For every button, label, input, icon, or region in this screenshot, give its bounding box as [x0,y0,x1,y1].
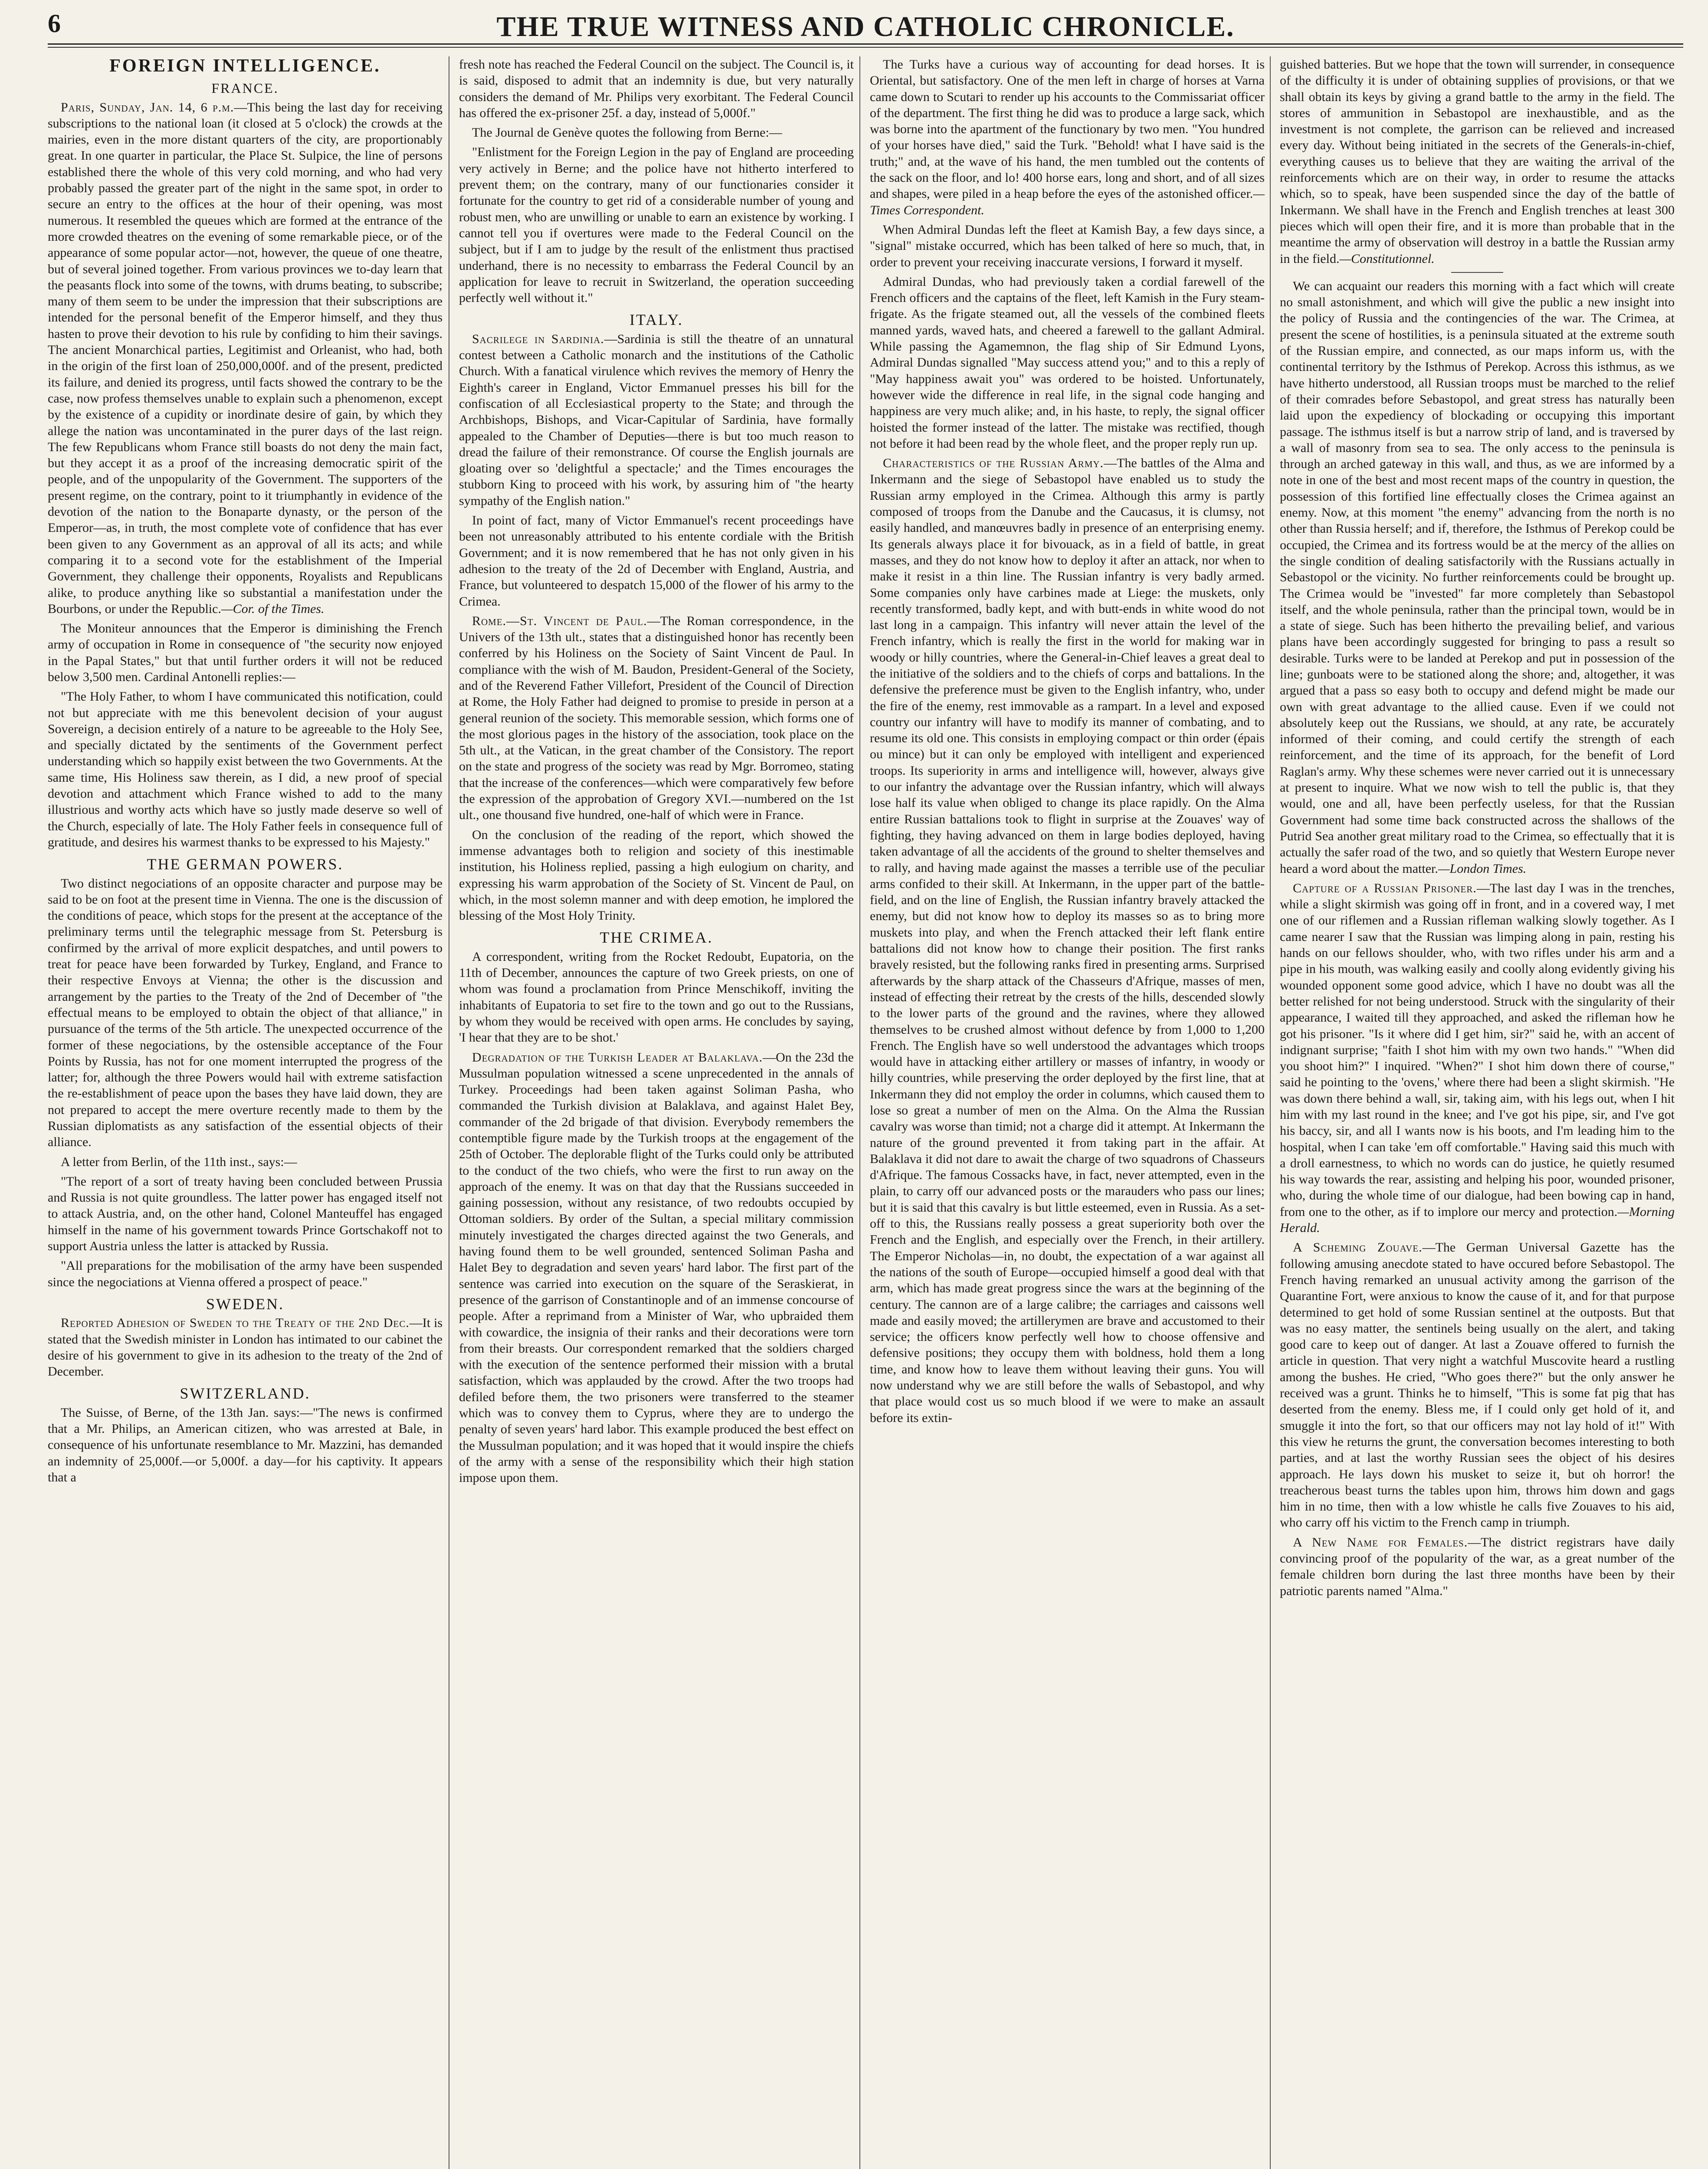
article-lead: A New Name for Females. [1293,1535,1468,1550]
article-paragraph [459,1049,854,1486]
article-text: The Turks have a curious way of accounting for dead horses. It is Oriental, but satisfactory. One of the men left in charge of horses at Varna came down to Scutari to render up his accounts to the Commissariat officer of the department. The first thing he did was to produce a large sack, which was borne into the apartment of the functionary by two men. "You hundred of your horses have died," said the Turk. "Behold! what I have said is the truth;" and, at the wave of his hand, the men tumbled out the contents of the sack on the floor, and lo! 400 horse ears, long and short, and of all sizes and shapes, were piled in a heap before the eyes of the astonished officer. [870,57,1265,201]
article-source: —Cor. of the Times. [221,601,325,616]
article-paragraph: fresh note has reached the Federal Council on the subject. The Council is, it is said, disposed to admit that an indemnity is due, but very naturally considers the demand of Mr. Philips very exorbitant. The Federal Council has offered the ex-prisoner 25f. a day, instead of 5,000f." [459,57,854,120]
article-paragraph: On the conclusion of the reading of the report, which showed the immense advantages both to religion and society of this inestimable institution, his Holiness replied, passing a high eulogium on charity, and expressing his warm approbation of the Society of St. Vincent de Paul, on which, in the most solemn manner and with deep emotion, he implored the blessing of the Most Holy Trinity. [459,827,854,923]
article-paragraph: Admiral Dundas, who had previously taken a cordial farewell of the French officers and the captains of the fleet, left Kamish in the Fury steam-frigate. As the frigate steamed out, all the vessels of the combined fleets manned yards, waved hats, and cheered a farewell to the gallant Admiral. While passing the Agamemnon, the flag ship of Sir Edmund Lyons, Admiral Dundas signalled "May success attend you;" and to this a reply of "May happiness await you" was ordered to be hoisted. Unfortunately, however wide the difference in real life, in the signal code hanging and happiness are very much alike; and, in his haste, to reply, the signal officer hoisted the former instead of the latter. The mistake was rectified, though not before it had been read by the whole fleet, and the proper reply run up. [870,274,1265,451]
column-2 [459,56,854,2169]
article-paragraph [48,1315,443,1379]
article-paragraph [48,99,443,617]
article-lead: A Scheming Zouave. [1293,1240,1423,1255]
subheading-switzerland: SWITZERLAND. [180,1385,311,1402]
article-lead: Rome.—St. Vincent de Paul. [472,613,647,628]
article-paragraph [459,331,854,509]
article-text: —Sardinia is still the theatre of an unnatural contest between a Catholic monarch and the institutions of the Catholic Church. With a fanatical virulence which revives the memory of Henry the Eighth's career in England, Victor Emmanuel presses his bill for the confiscation of all Ecclesiastical property to the State; and through the Archbishops, Bishops, and Vicar-Capitular of Sardinia, have formally appealed to the Chamber of Deputies—there is but too much reason to dread the failure of their remonstrance. Of course the English journals are gloating over so 'delightful a spectacle;' and the Times encourages the stubborn King to proceed with his work, by assuring him of "the hearty sympathy of the English nation." [459,331,854,508]
subheading-sweden: SWEDEN. [206,1295,284,1313]
article-text: We can acquaint our readers this morning with a fact which will create no small astonishment, and which will give the public a new insight into the policy of Russia and the contingencies of the war. The Crimea, at present the scene of hostilities, is a peninsula situated at the extreme south of the Russian empire, and connected, as our maps inform us, with the continental territory by the Isthmus of Perekop. Across this isthmus, as we have hitherto understood, all Russian troops must be marched to the relief of their comrades before Sebastopol, and great stress has naturally been laid upon the expediency of blockading or occupying this important passage. The isthmus itself is but a narrow strip of land, and is traversed by a wall of masonry from sea to sea. The only access to the peninsula is through an arched gateway in this wall, and thus, as we are informed by a note in one of the best and most recent maps of the country in question, the possession of this fortified line effectually closes the Crimea against an enemy. Now, at this moment "the enemy" advancing from the north is no other than Russia herself; and if, therefore, the Isthmus of Perekop could be occupied, the Crimea and its fortress would be at the mercy of the allies on the single condition of dealing satisfactorily with the Russians actually in Sebastopol or the vicinity. No further reinforcements could be brought up. The Crimea would be "invested" far more completely than Sebastopol itself, and the whole peninsula, rather than the principal town, would be in a state of siege. Such has been hitherto the prevailing belief, and various plans have been accordingly suggested for bringing to pass a result so desirable. Turks were to be landed at Perekop and put in possession of the line; gunboats were to be stationed along the shore; and, altogether, it was argued that a pass so easy both to occupy and defend might be made our own with great advantage to the allied cause. Even if we could not absolutely keep out the Russians, we should, at any rate, be accurately informed of their coming, and could certify the strength of each reinforcement, and the time of its approach, for the benefit of Lord Raglan's army. Why these schemes were never carried out it is unnecessary at present to inquire. What we now wish to tell the public is, that they would, one and all, have been perfectly useless, for that the Russian Government had some time back constructed across the shallows of the Putrid Sea another great military road to the Crimea, so effectually that it is actually the safer road of the two, and so quietly that Western Europe never heard a word about the matter. [1280,278,1675,876]
newspaper-title: THE TRUE WITNESS AND CATHOLIC CHRONICLE. [496,11,1235,43]
article-paragraph [1280,56,1675,267]
masthead-rule [48,47,1683,48]
article-paragraph: "All preparations for the mobilisation of the army have been suspended since the negociations at Vienna offered a prospect of peace." [48,1258,443,1289]
article-paragraph: The Suisse, of Berne, of the 13th Jan. says:—"The news is confirmed that a Mr. Philips, an American citizen, who was arrested at Bale, in consequence of his unfortunate resemblance to Mr. Mazzini, has demanded an indemnity of 25,000f.—or 5,000f. a day—for his captivity. It appears that a [48,1405,443,1484]
article-text: —On the 23d the Mussulman population witnessed a scene unprecedented in the annals of Turkey. Proceedings had been taken against Soliman Pasha, who commanded the Turkish division at Balaklava, and against Halet Bey, commander of the 2d brigade of that division. Everybody remembers the contemptible figure made by the Turkish troops at the engagement of the 25th of October. The deplorable flight of the Turks could only be attributed to the conduct of the two chiefs, who were the first to run away on the approach of the enemy. It was on that day that the Russians succeeded in gaining possession, without any resistance, of two redoubts occupied by Ottoman soldiers. By order of the Sultan, a special military commission minutely investigated the charges directed against the two Generals, and having found them to be well grounded, sentenced Soliman Pasha and Halet Bey to degradation and seven years' hard labor. The first part of the sentence was carried into execution on the square of the Seraskierat, in presence of the garrison of Constantinople and of an immense concourse of people. After a reprimand from a Minister of War, who upbraided them with cowardice, the insignia of their ranks and their decorations were torn from their breasts. Our correspondent remarked that the soldiers charged with the execution of the sentence performed their mission with a brutal satisfaction, which was applauded by the crowd. After the two troops had defiled before them, the two prisoners were transferred to the steamer which was to convey them to Cyprus, where they are to undergo the penalty of seven years' hard labor. This example produced the best effect on the Mussulman population; and it was hoped that it would inspire the chiefs of the army with a sense of the responsibility which their high station impose upon them. [459,1050,854,1485]
article-text: —It is stated that the Swedish minister in London has intimated to our cabinet the desire of his government to give in its adhesion to the treaty of the 2nd of December. [48,1316,443,1379]
masthead [48,9,1683,45]
article-lead: Paris, Sunday, Jan. 14, 6 p.m. [61,100,234,115]
subheading-german-powers: THE GERMAN POWERS. [147,855,344,873]
article-text: —This being the last day for receiving subscriptions to the national loan (it closed at 5 o'clock) the crowds at the mairies, even in the more distant quarters of the city, are proportionably great. In one quarter in particular, the Place St. Sulpice, the line of persons established there the whole of this very cold morning, and who had very probably passed the greater part of the night in the same spot, in order to secure an entry to the offices at the hour of their opening, was most numerous. It resembled the queues which are formed at the entrance of the more crowded theatres on the evening of some remarkable piece, or of the appearance of some popular actor—not, however, the queue of one theatre, but of several joined together. From various provinces we to-day learn that the peasants flock into some of the towns, with drums beating, to subscribe; many of them seem to be under the impression that their subscriptions are intended for the personal benefit of the Emperor himself, and they thus hasten to prove their devotion to his rule by confiding to him their savings. The ancient Monarchical parties, Legitimist and Orleanist, who had, both in the origin of the first loan of 250,000,000f. and of the present, predicted its failure, and denied its progress, until facts showed the contrary to be the case, now profess themselves unable to explain such a phenomenon, except by the existence of a cupidity or inordinate desire of gain, by which they allege the nation was uncontaminated in the purer days of the last reign. The few Republicans whom France still boasts do not deny the main fact, but they accept it as a proof of the increasing democratic spirit of the people, and of the unpopularity of the Government. The supporters of the present regime, on the contrary, point to it triumphantly in evidence of the devotion of the nation to the Bonaparte dynasty, or the person of the Emperor—as, in truth, the most complete vote of confidence that has ever been given to any Government as an approval of all its acts; and while comparing it to a second vote for the establishment of the Imperial Government, they challenge their opponents, Royalists and Republicans alike, to produce anything like so substantial a manifestation under the Bourbons, or under the Republic. [48,100,443,616]
article-paragraph: In point of fact, many of Victor Emmanuel's recent proceedings have been not unreasonably attributed to his entente cordiale with the British Government; and it is now remembered that he has not only given in his adhesion to the treaty of the 2d of December with England, Austria, and France, but volunteered to despatch 15,000 of the flower of his army to the Crimea. [459,513,854,609]
article-paragraph: Two distinct negociations of an opposite character and purpose may be said to be on foot at the present time in Vienna. The one is the discussion of the conditions of peace, which stops for the present at the acceptance of the preliminary terms until the telegraphic message from St. Petersburg is confirmed by the arrival of more explicit despatches, and until powers to treat for peace have been forwarded by Turkey, England, and France to their respective Envoys at Vienna; the other is the discussion and arrangement by the parties to the Treaty of the 2nd of December of "the effectual means to be employed to obtain the object of that alliance," in pursuance of the terms of the 5th article. The unexpected occurrence of the former of these negociations, by the ostensible acceptance of the Four Points by Russia, has not for one moment interrupted the progress of the latter; for, although the three Powers would hail with extreme satisfaction the re-establishment of peace upon the bases they have laid down, they are not prepared to accept the mere overture recently made to them by the Russian diplomatists as any satisfaction of the essential objects of their alliance. [48,876,443,1150]
article-paragraph: A letter from Berlin, of the 11th inst., says:— [61,1154,297,1169]
article-paragraph [1280,880,1675,1236]
article-paragraph: "The Holy Father, to whom I have communicated this notification, could not but appreciate with me this benevolent decision of your august Sovereign, a decision entirely of a nature to be agreeable to the Holy See, and specially dictated by the sentiments of the Government perfect understanding which so happily exist between the two Governments. At the same time, His Holiness saw therein, as I did, a new proof of special devotion and attachment which France wished to add to the many illustrious and worthy acts which have so justly made deserve so well of the Church, especially of late. The Holy Father feels in consequence full of gratitude, and desires his warmest thanks to be expressed to his Majesty." [48,689,443,849]
subheading-italy: ITALY. [629,311,683,329]
article-text: —The district registrars have daily convincing proof of the popularity of the war, as a great number of the female children born during the last three months have been by their patriotic parents named "Alma." [1280,1535,1675,1598]
article-separator [1451,272,1503,273]
article-paragraph: "The report of a sort of treaty having been concluded between Prussia and Russia is not quite groundless. The latter power has engaged itself not to attack Austria, and, on the other hand, Colonel Manteuffel has engaged himself in the name of his government towards Prince Gortschakoff not to support Austria unless the latter is attacked by Russia. [48,1174,443,1254]
article-paragraph [459,613,854,823]
article-source: —Morning Herald. [1280,1204,1675,1235]
article-paragraph: "Enlistment for the Foreign Legion in the pay of England are proceeding very actively in Berne; and the police have not hitherto interfered to prevent them; on the contrary, many of our functionaries consider it fortunate for the country to get rid of a considerable number of young and robust men, who are unwilling or unable to earn an existence by working. I cannot tell you if overtures were made to the Federal Council on the subject, but if I am to judge by the result of the enlistment thus practised underhand, there is no necessity to embarrass the Federal Council by an application for leave to recruit in Switzerland, the operation succeeding perfectly well without it." [459,145,854,305]
column-3 [870,56,1265,2169]
article-paragraph: The Moniteur announces that the Emperor is diminishing the French army of occupation in Rome in consequence of "the security now enjoyed in the Papal States," but that until further orders it will not be reduced below 3,500 men. Cardinal Antonelli replies:— [48,621,443,684]
article-lead: Reported Adhesion of Sweden to the Treaty of the 2nd Dec. [61,1316,410,1330]
article-paragraph [1280,1239,1675,1530]
article-lead: Degradation of the Turkish Leader at Balaklava. [472,1050,763,1065]
section-heading-foreign: FOREIGN INTELLIGENCE. [109,56,381,76]
column-divider [859,56,860,2169]
article-lead: Capture of a Russian Prisoner. [1293,881,1477,895]
article-text: —The battles of the Alma and Inkermann and the siege of Sebastopol have enabled us to study the Russian army employed in the Crimea. Although this army is partly composed of troops from the Danube and the Caucasus, it is clumsy, not easily handled, and manœuvres badly in presence of an enterprising enemy. Its generals always place it for bivouack, as in a field of battle, in great masses, and they do not know how to deploy it after an attack, nor when to make it resist in a thin line. The Russian infantry is very badly armed. Some companies only have carbines made at Liege: the muskets, only recently transformed, badly kept, and with butt-ends in white wood do not last long in a campaign. This infantry will never attain the level of the French infantry, which is really the first in the world for making war in woody or hilly countries, where the General-in-Chief leaves a great deal to the initiative of the soldiers and to the chiefs of corps and battalions. In the defensive the preference must be given to the English infantry, who, under the fire of the enemy, rest immovable as a rampart. In a level and exposed country our infantry will have to modify its manner of combating, and to resume its old one. This consists in employing compact or thin order (épais ou mince) but it can only be employed with intelligent and experienced troops. Its superiority in arms and intelligence will, however, always give to our infantry the advantage over the Russian infantry, which will always lose half its value when obliged to change its place rapidly. On the Alma entire Russian battalions took to flight in surprise at the Zouaves' way of fighting, they having advanced on them in large bodies deployed, having taken advantage of all the accidents of the ground to shelter themselves and to rally, and having made against the masses a terrible use of the peculiar arms confided to their skill. At Inkermann, in the upper part of the battle-field, and on the line of English, the Russian infantry bravely attacked the enemy, but did not know how to deploy its masses so as to bring more muskets into play, and when the French attacked their left flank entire battalions did not know how to change their position. The first ranks bravely resisted, but the following ranks fired in presenting arms. Surprised afterwards by the sharp attack of the Chasseurs d'Afrique, masses of men, instead of effecting their retreat by the crests of the hills, descended slowly to the lower parts of the ground and the ravines, where they allowed themselves to be crushed almost without defence by from 1,000 to 1,200 French. The English have so well understood the advantages which troops would have in attacking either artillery or masses of infantry, in woody or hilly countries, while preserving the order deployed by the first line, that at Inkermann they did not employ the order in columns, which caused them to lose so great a number of men on the Alma. On the Alma the Russian cavalry was worse than timid; not a charge did it attempt. At Inkermann the nature of the ground prevented it from taking part in the affair. At Balaklava it did not dare to await the charge of two squadrons of Chasseurs d'Afrique. The famous Cossacks have, in fact, never attempted, even in the plain, to carry off our advanced posts or the marauders who pass our lines; but it is said that this cavalry is but little esteemed, even in Russia. As a set-off to this, the Russians really possess a great superiority both over the French and the English, and especially over the French, in their artillery. The Emperor Nicholas—in, no doubt, the expectation of a war against all the nations of the south of Europe—occupied himself a good deal with that arm, which has made great progress since the wars at the beginning of the century. The cannon are of a large calibre; the carriages and caissons well made and easily moved; the artillerymen are brave and accustomed to their service; the officers know perfectly well how to choose offensive and defensive positions; they occupy them with boldness, hold them a long time, and know how to leave them without leaving their guns. You will now understand why we are still before the walls of Sebastopol, and why that place would cost us so much blood if we were to make an assault before its extin- [870,456,1265,1425]
article-lead: Sacrilege in Sardinia. [472,331,604,346]
column-divider [1270,56,1271,2169]
article-source: —Constitutionnel. [1339,251,1435,266]
article-source: —London Times. [1438,861,1527,876]
article-text: —The last day I was in the trenches, while a slight skirmish was going off in front, and in a covered way, I met one of our riflemen and a Russian rifleman walking slowly together. As I came nearer I saw that the Russian was limping along in pain, resting his hands on our fellows shoulder, who, with two rifles under his arm and a pipe in his mouth, was walking easily and coolly along evidently giving his wounded opponent some good advice, which I have no doubt was all the better relished for not being understood. Struck with the singularity of their appearance, I waited till they approached, and asked the rifleman how he got his prisoner. "Is it where did I get him, sir?" said he, with an accent of indignant surprise; "faith I shot him with my own two hands." "When did you shoot him?" I inquired. "When?" I shot him down there of course," said he pointing to the 'ovens,' where there had been a slight skirmish. "He was down there behind a wall, sir, taking aim, with his legs out, when I hit him with my last round in the knee; and I've got his pipe, sir, and I've got his baccy, sir, and all I wants now is his boots, and I'm leading him to the hospital, when I can take 'em off comfortable." Having said this much with a droll earnestness, to which no words can do justice, he quietly resumed his way towards the rear, assisting and helping his poor, wounded prisoner, who, during the whole time of our dialogue, had been bowing cap in hand, from one to the other, as if to implore our mercy and protection. [1280,881,1675,1219]
article-source: —Times Correspondent. [870,187,1265,217]
article-paragraph: A correspondent, writing from the Rocket Redoubt, Eupatoria, on the 11th of December, announces the capture of two Greek priests, on one of whom was found a proclamation from Prince Menschikoff, inviting the inhabitants of Eupatoria to set fire to the town and go out to the Russians, by whom they would be received with open arms. He concludes by saying, 'I hear that they are to be shot.' [459,949,854,1045]
column-4 [1280,56,1675,2169]
article-paragraph [870,56,1265,218]
article-text: —The German Universal Gazette has the following amusing anecdote stated to have occured before Sebastopol. The French having remarked an unusual activity among the garrison of the Quarantine Fort, were anxious to know the cause of it, and for that purpose determined to get hold of some Russian sentinel at the outposts. But that was no easy matter, the sentinels being usually on the alert, and taking good care to keep out of danger. At last a Zouave offered to furnish the article in question. That very night a watchful Muscovite heard a rustling among the bushes. He cried, "Who goes there?" but the only answer he received was a grunt. Thinks he to himself, "This is some fat pig that has deserted from the enemy. Bless me, if I could only get hold of it, and smuggle it into the fort, so that our officers may not lay hold of it!" With this view he returns the grunt, the conversation becomes interesting to both parties, and at last the worthy Russian sees the object of his desires approach. He lays down his musket to seize it, but oh horror! the treacherous beast turns the tables upon him, throws him down and gags him in no time, then with a low whistle he calls five Zouaves to his aid, who carry off his victim to the French camp in triumph. [1280,1240,1675,1530]
subheading-crimea: THE CRIMEA. [600,929,713,947]
subheading-france: FRANCE. [211,80,279,96]
article-paragraph [870,455,1265,1426]
article-paragraph: When Admiral Dundas left the fleet at Kamish Bay, a few days since, a "signal" mistake occurred, which has been talked of here so much, that, in order to prevent your receiving inaccurate versions, I forward it myself. [870,222,1265,269]
article-text: —The Roman correspondence, in the Univers of the 13th ult., states that a distinguished honor has recently been conferred by his Holiness on the Society of Saint Vincent de Paul. In compliance with the wish of M. Baudon, President-General of the Society, and of the Reverend Father Villefort, President of the Council of Direction at Rome, the Holy Father had deigned to promise to preside in person at a general reunion of the society. This memorable session, which forms one of the most glorious pages in the history of the association, took place on the 5th ult., at the Vatican, in the great chamber of the Consistory. The report on the state and progress of the society was read by Mgr. Borromeo, stating that the increase of the conferences—which were comparatively few before the expression of the approbation of Gregory XVI.—numbered on the 1st ult., one thousand five hundred, one-half of which were in France. [459,613,854,822]
article-paragraph [1280,278,1675,877]
column-1 [48,56,443,2169]
article-lead: Characteristics of the Russian Army. [883,456,1104,471]
article-paragraph [1280,1534,1675,1599]
page-number: 6 [48,9,61,38]
article-text: guished batteries. But we hope that the town will surrender, in consequence of the difficulty it is under of obtaining supplies of provisions, or that we shall obtain its keys by giving a grand battle to the army in the field. The stores of ammunition in Sebastopol are inexhaustible, and as the investment is not complete, the garrison can be relieved and increased every day. Without being initiated in the secrets of the Generals-in-chief, everything causes us to believe that they are waiting the arrival of the reinforcements which are on their way, in order to resume the attacks which, so to speak, have been suspended since the day of the battle of Inkermann. We shall have in the French and English trenches at least 300 pieces which will open their fire, and it is more than probable that in the meantime the army of observation will destroy in a battle the Russian army in the field. [1280,57,1675,266]
article-paragraph: The Journal de Genève quotes the following from Berne:— [472,125,782,140]
